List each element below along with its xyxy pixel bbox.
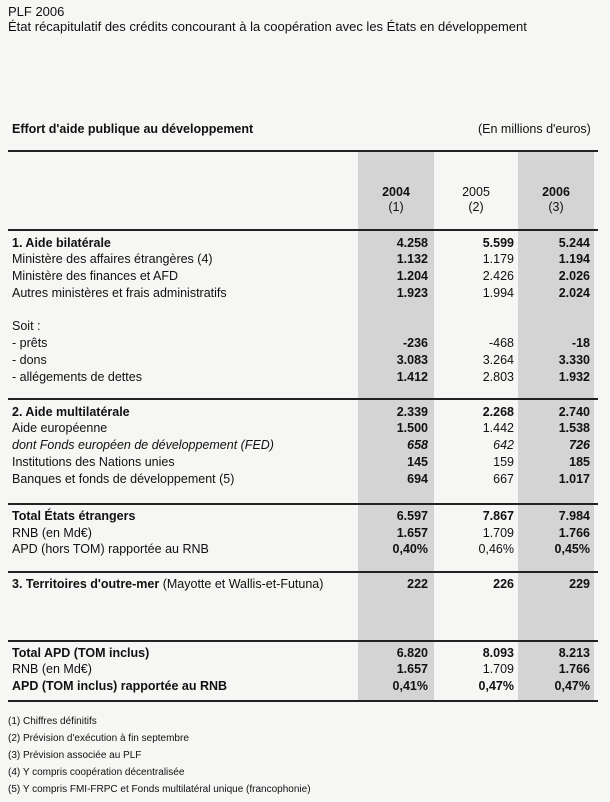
row-label: - prêts	[12, 336, 48, 350]
table-row	[0, 318, 610, 335]
row-label: Ministère des finances et AFD	[12, 269, 179, 283]
row-label: 1. Aide bilatérale	[12, 236, 111, 250]
document-title: État récapitulatif des crédits concourant à la coopération avec les États en développement	[8, 19, 527, 34]
row-label: dont Fonds européen de développement (FED)	[12, 438, 274, 452]
year-header-2005: 2005 (2)	[462, 185, 490, 214]
table-title: Effort d'aide publique au développement	[12, 122, 254, 136]
row-label: Total États étrangers	[12, 509, 136, 523]
row-label: Autres ministères et frais administratifs	[12, 286, 227, 300]
table-row: Ministère des affaires étrangères (4) 1.132 1.179 1.194	[12, 252, 590, 266]
table-row: RNB (en Md€) 1.657 1.709 1.766	[12, 662, 590, 676]
table-row: Total États étrangers 6.597 7.867 7.984	[12, 509, 590, 523]
row-label: Institutions des Nations unies	[12, 455, 175, 469]
row-label: - dons	[12, 353, 47, 367]
table-row: Aide européenne 1.500 1.442 1.538	[12, 421, 590, 435]
footnote: (5) Y compris FMI-FRPC et Fonds multilatéral unique (francophonie)	[8, 784, 311, 795]
footnote: (4) Y compris coopération décentralisée	[8, 767, 185, 778]
row-label: RNB (en Md€)	[12, 662, 92, 676]
table-top-rule	[8, 150, 598, 152]
row-label: APD (hors TOM) rapportée au RNB	[12, 542, 209, 556]
year-header-2004: 2004 (1)	[382, 185, 410, 214]
row-label: Ministère des affaires étrangères (4)	[12, 252, 213, 266]
table-row: Institutions des Nations unies 145 159 185	[12, 455, 590, 469]
table-row: Ministère des finances et AFD 1.204 2.426 2.026	[12, 269, 590, 283]
section-rule	[8, 571, 598, 573]
table-row: APD (TOM inclus) rapportée au RNB 0,41% 0,47% 0,47%	[12, 679, 590, 693]
section-rule	[8, 503, 598, 505]
footnote: (2) Prévision d'exécution à fin septembre	[8, 733, 189, 744]
footnote: (1) Chiffres définitifs	[8, 716, 97, 727]
table-row: - allégements de dettes 1.412 2.803 1.932	[12, 370, 590, 384]
table-row: - prêts -236 -468 -18	[12, 336, 590, 350]
table-row: 3. Territoires d'outre-mer (Mayotte et Wallis-et-Futuna) 222 226 229	[12, 577, 590, 591]
table-row: Autres ministères et frais administratifs 1.923 1.994 2.024	[12, 286, 590, 300]
row-label: APD (TOM inclus) rapportée au RNB	[12, 679, 228, 693]
header-rule	[8, 229, 598, 231]
row-label: RNB (en Md€)	[12, 526, 92, 540]
section-rule	[8, 640, 598, 642]
table-row: 1. Aide bilatérale 4.258 5.599 5.244	[12, 236, 590, 250]
year-header-2006: 2006 (3)	[542, 185, 570, 214]
section-rule	[8, 398, 598, 400]
table-row: - dons 3.083 3.264 3.330	[12, 353, 590, 367]
row-label: Soit :	[12, 319, 41, 333]
row-label: 2. Aide multilatérale	[12, 405, 130, 419]
table-row: RNB (en Md€) 1.657 1.709 1.766	[12, 526, 590, 540]
footnotes	[8, 713, 311, 798]
row-label: Aide européenne	[12, 421, 108, 435]
row-label: Total APD (TOM inclus)	[12, 646, 150, 660]
table-row: Banques et fonds de développement (5) 694 667 1.017	[12, 472, 590, 486]
document-label: PLF 2006	[8, 4, 65, 19]
row-label: - allégements de dettes	[12, 370, 142, 384]
table-bottom-rule	[8, 700, 598, 702]
table-row: APD (hors TOM) rapportée au RNB 0,40% 0,46% 0,45%	[12, 542, 590, 556]
table-row: dont Fonds européen de développement (FED) 658 642 726	[12, 438, 590, 452]
table-unit: (En millions d'euros)	[478, 122, 591, 136]
table-row: 2. Aide multilatérale 2.339 2.268 2.740	[12, 405, 590, 419]
row-label: 3. Territoires d'outre-mer (Mayotte et Wallis-et-Futuna)	[12, 577, 324, 591]
table-row: Total APD (TOM inclus) 6.820 8.093 8.213	[12, 646, 590, 660]
footnote: (3) Prévision associée au PLF	[8, 750, 142, 761]
row-label: Banques et fonds de développement (5)	[12, 472, 235, 486]
row-label-suffix: (Mayotte et Wallis-et-Futuna)	[162, 577, 324, 591]
